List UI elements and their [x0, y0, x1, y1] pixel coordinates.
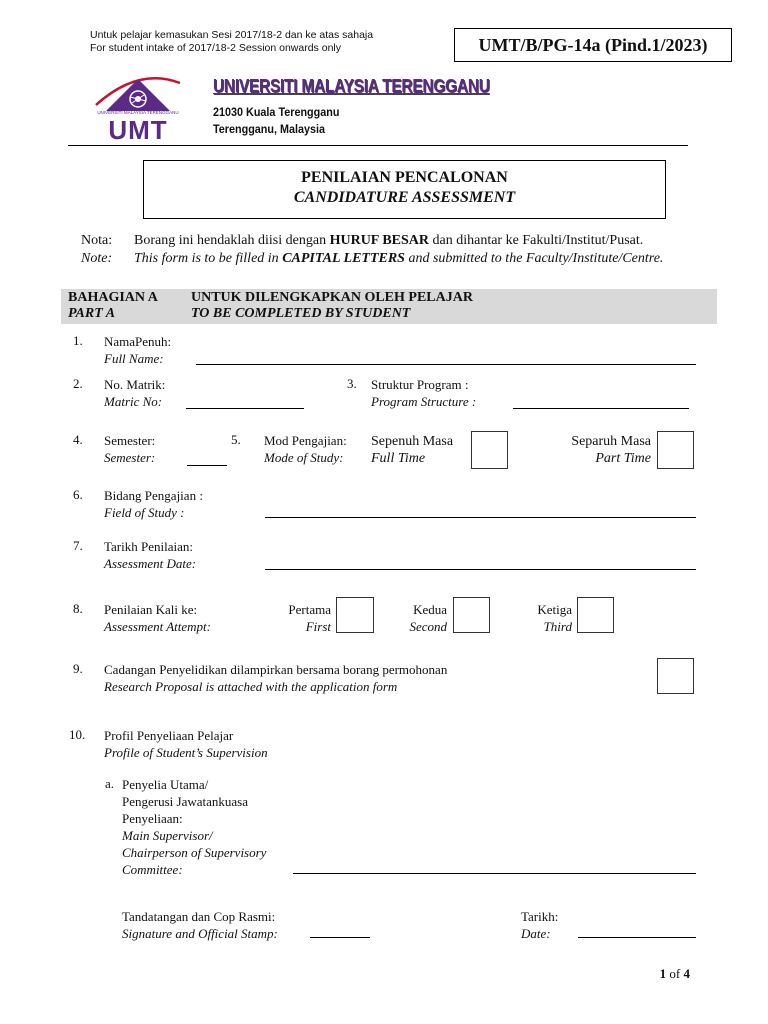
intake-note [90, 29, 373, 55]
q1-label-en: Full Name: [104, 351, 164, 366]
q4-label-ms: Semester: [104, 433, 156, 448]
q3-label [371, 376, 476, 410]
date-label [521, 908, 558, 942]
q7-label-en: Assessment Date: [104, 556, 197, 571]
main-supervisor-en-1: Main Supervisor/ [122, 828, 213, 843]
title-en: CANDIDATURE ASSESSMENT [293, 189, 516, 206]
third-attempt-checkbox[interactable] [577, 597, 614, 633]
full-time-label-en: Full Time [371, 451, 426, 466]
signature-label-ms: Tandatangan dan Cop Rasmi: [122, 909, 276, 924]
university-address [213, 104, 339, 138]
q1-number: 1. [73, 333, 83, 348]
note-ms-after: dan dihantar ke Fakulti/Institut/Pusat. [429, 233, 644, 248]
q6-label-ms: Bidang Pengajian : [104, 488, 203, 503]
q2-label-ms: No. Matrik: [104, 377, 166, 392]
semester-field[interactable] [187, 451, 227, 466]
address-line-2: Terengganu, Malaysia [213, 122, 326, 136]
note-en-bold: CAPITAL LETTERS [282, 251, 405, 266]
second-label-en: Second [409, 619, 447, 634]
page-current: 1 [659, 966, 667, 981]
q9-number: 9. [73, 661, 83, 676]
signature-label [122, 908, 278, 942]
q4-label [104, 432, 155, 466]
q7-label-ms: Tarikh Penilaian: [104, 539, 193, 554]
third-label-ms: Ketiga [537, 602, 572, 617]
umt-logo [92, 73, 184, 145]
part-time-label-ms: Separuh Masa [571, 434, 651, 449]
title-ms: PENILAIAN PENCALONAN [301, 169, 508, 186]
second-label [380, 601, 447, 635]
q10-label-en: Profile of Student’s Supervision [104, 745, 268, 760]
date-label-en: Date: [521, 926, 551, 941]
q10-number: 10. [69, 727, 86, 742]
q5-label [264, 432, 347, 466]
q8-label [104, 601, 211, 635]
q2-label [104, 376, 165, 410]
page-of: of [666, 966, 684, 981]
q9-label [104, 661, 447, 695]
q9-label-en: Research Proposal is attached with the application form [104, 679, 398, 694]
q6-label [104, 487, 203, 521]
part-a-heading [191, 290, 473, 322]
address-line-1: 21030 Kuala Terengganu [213, 105, 340, 119]
q2-number: 2. [73, 376, 83, 391]
q4-number: 4. [73, 432, 83, 447]
first-label [262, 601, 331, 635]
main-supervisor-en-2: Chairperson of Supervisory [122, 845, 267, 860]
q5-label-ms: Mod Pengajian: [264, 433, 347, 448]
q10-label-ms: Profil Penyeliaan Pelajar [104, 728, 234, 743]
q5-number: 5. [231, 432, 241, 447]
program-structure-field[interactable] [513, 394, 689, 409]
main-supervisor-ms-2: Pengerusi Jawatankuasa [122, 794, 248, 809]
main-supervisor-field[interactable] [293, 859, 696, 874]
assessment-date-field[interactable] [265, 555, 696, 570]
note-label-ms: Nota: [81, 233, 113, 248]
main-supervisor-en-3: Committee: [122, 862, 183, 877]
third-label [511, 601, 572, 635]
first-attempt-checkbox[interactable] [336, 597, 374, 633]
q3-number: 3. [347, 376, 357, 391]
q3-label-en: Program Structure : [371, 394, 477, 409]
logo-acronym: UMT [108, 115, 168, 145]
logo-small-text: UNIVERSITI MALAYSIA TERENGGANU [97, 110, 179, 115]
part-a-heading-ms: UNTUK DILENGKAPKAN OLEH PELAJAR [191, 290, 473, 305]
page-number [640, 966, 690, 982]
part-a-heading-en: TO BE COMPLETED BY STUDENT [191, 306, 411, 321]
note-label-en: Note: [81, 251, 113, 266]
q7-label [104, 538, 196, 572]
q6-label-en: Field of Study : [104, 505, 185, 520]
q2-label-en: Matric No: [104, 394, 163, 409]
part-a-label [68, 290, 158, 322]
main-supervisor-ms-3: Penyeliaan: [122, 811, 183, 826]
q7-number: 7. [73, 538, 83, 553]
q4-label-en: Semester: [104, 450, 156, 465]
q8-number: 8. [73, 601, 83, 616]
note-ms-before: Borang ini hendaklah diisi dengan [134, 233, 330, 248]
note [81, 232, 663, 268]
header-divider [68, 145, 688, 146]
full-time-label [371, 433, 453, 467]
first-label-en: First [305, 619, 331, 634]
form-code: UMT/B/PG-14a (Pind.1/2023) [454, 28, 732, 62]
main-supervisor-label [122, 776, 266, 878]
part-time-label [540, 433, 651, 467]
full-name-field[interactable] [196, 350, 696, 365]
note-en-before: This form is to be filled in [134, 251, 283, 266]
page-total: 4 [683, 966, 690, 981]
second-label-ms: Kedua [413, 602, 447, 617]
note-en-after: and submitted to the Faculty/Institute/Centre. [404, 251, 664, 266]
part-a-label-ms: BAHAGIAN A [68, 290, 158, 305]
signature-date-field[interactable] [578, 923, 696, 938]
q8-label-ms: Penilaian Kali ke: [104, 602, 198, 617]
third-label-en: Third [543, 619, 572, 634]
q6-number: 6. [73, 487, 83, 502]
q9-label-ms: Cadangan Penyelidikan dilampirkan bersama borang permohonan [104, 662, 448, 677]
note-ms-bold: HURUF BESAR [329, 233, 430, 248]
university-name: UNIVERSITI MALAYSIA TERENGGANU [213, 76, 490, 96]
q8-label-en: Assessment Attempt: [104, 619, 211, 634]
signature-label-en: Signature and Official Stamp: [122, 926, 278, 941]
part-time-label-en: Part Time [595, 451, 651, 466]
q10a-marker: a. [105, 776, 115, 791]
matric-no-field[interactable] [186, 394, 304, 409]
first-label-ms: Pertama [288, 602, 331, 617]
full-time-label-ms: Sepenuh Masa [371, 434, 454, 449]
research-proposal-checkbox[interactable] [657, 658, 694, 694]
second-attempt-checkbox[interactable] [453, 597, 490, 633]
part-a-label-en: PART A [68, 306, 116, 321]
q5-label-en: Mode of Study: [264, 450, 344, 465]
part-time-checkbox[interactable] [657, 431, 694, 469]
date-label-ms: Tarikh: [521, 909, 559, 924]
intake-note-ms: Untuk pelajar kemasukan Sesi 2017/18-2 dan ke atas sahaja [90, 29, 374, 41]
intake-note-en: For student intake of 2017/18-2 Session onwards only [90, 42, 341, 54]
full-time-checkbox[interactable] [471, 431, 508, 469]
q1-label [104, 333, 171, 367]
main-supervisor-ms-1: Penyelia Utama/ [122, 777, 209, 792]
field-of-study-field[interactable] [265, 503, 696, 518]
title-box [143, 160, 666, 219]
q3-label-ms: Struktur Program : [371, 377, 469, 392]
signature-line[interactable] [310, 937, 370, 938]
q10-label [104, 727, 268, 761]
q1-label-ms: NamaPenuh: [104, 334, 172, 349]
